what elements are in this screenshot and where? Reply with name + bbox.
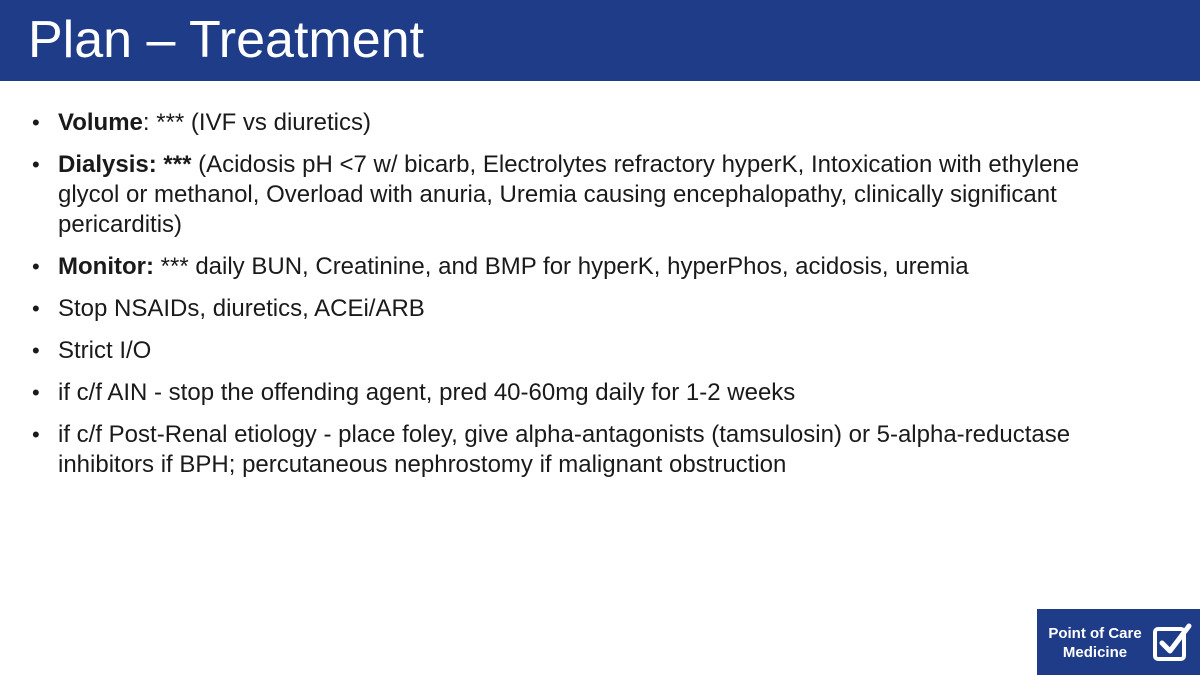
bullet-dialysis (30, 150, 1140, 240)
bullet-monitor (30, 252, 1140, 282)
bullet-heading: Dialysis: *** (58, 151, 192, 178)
bullet-text: Stop NSAIDs, diuretics, ACEi/ARB (58, 295, 425, 322)
bullet-text: (Acidosis pH <7 w/ bicarb, Electrolytes refractory hyperK, Intoxication with ethylene glycol or methanol, Overload with anuria, Uremia causing encephalopathy, clinically significant pericarditis) (58, 151, 1080, 238)
bullet-heading: Monitor: (58, 253, 154, 280)
bullet-dot-icon: • (32, 152, 40, 177)
bullet-volume (30, 108, 1140, 138)
bullet-text: if c/f Post-Renal etiology - place foley, give alpha-antagonists (tamsulosin) or 5-alpha-reductase inhibitors if BPH; percutaneous nephrostomy if malignant obstruction (58, 421, 1071, 478)
logo-line-2: Medicine (1062, 644, 1128, 661)
bullet-text: : *** (IVF vs diuretics) (142, 109, 371, 136)
bullet-heading: Volume (58, 109, 143, 136)
bullet-dot-icon: • (32, 380, 40, 405)
logo-line-1: Point of Care (1048, 625, 1142, 642)
slide-title: Plan – Treatment (28, 11, 424, 69)
title-bar (0, 0, 1200, 81)
bullet-dot-icon: • (32, 296, 40, 321)
bullet-dot-icon: • (32, 422, 40, 447)
bullet-dot-icon: • (32, 110, 40, 135)
checkbox-check-icon (1152, 621, 1192, 663)
bullet-stop-meds (30, 294, 1140, 324)
bullet-dot-icon: • (32, 254, 40, 279)
bullet-dot-icon: • (32, 338, 40, 363)
bullet-post-renal (30, 420, 1140, 480)
bullet-text: if c/f AIN - stop the offending agent, pred 40-60mg daily for 1-2 weeks (58, 379, 796, 406)
bullet-text: Strict I/O (58, 337, 152, 364)
bullet-text: *** daily BUN, Creatinine, and BMP for hyperK, hyperPhos, acidosis, uremia (153, 253, 969, 280)
bullet-list (30, 108, 1140, 492)
logo-text (1043, 624, 1147, 662)
bullet-ain (30, 378, 1140, 408)
bullet-strict-io (30, 336, 1140, 366)
point-of-care-logo (1037, 609, 1200, 675)
